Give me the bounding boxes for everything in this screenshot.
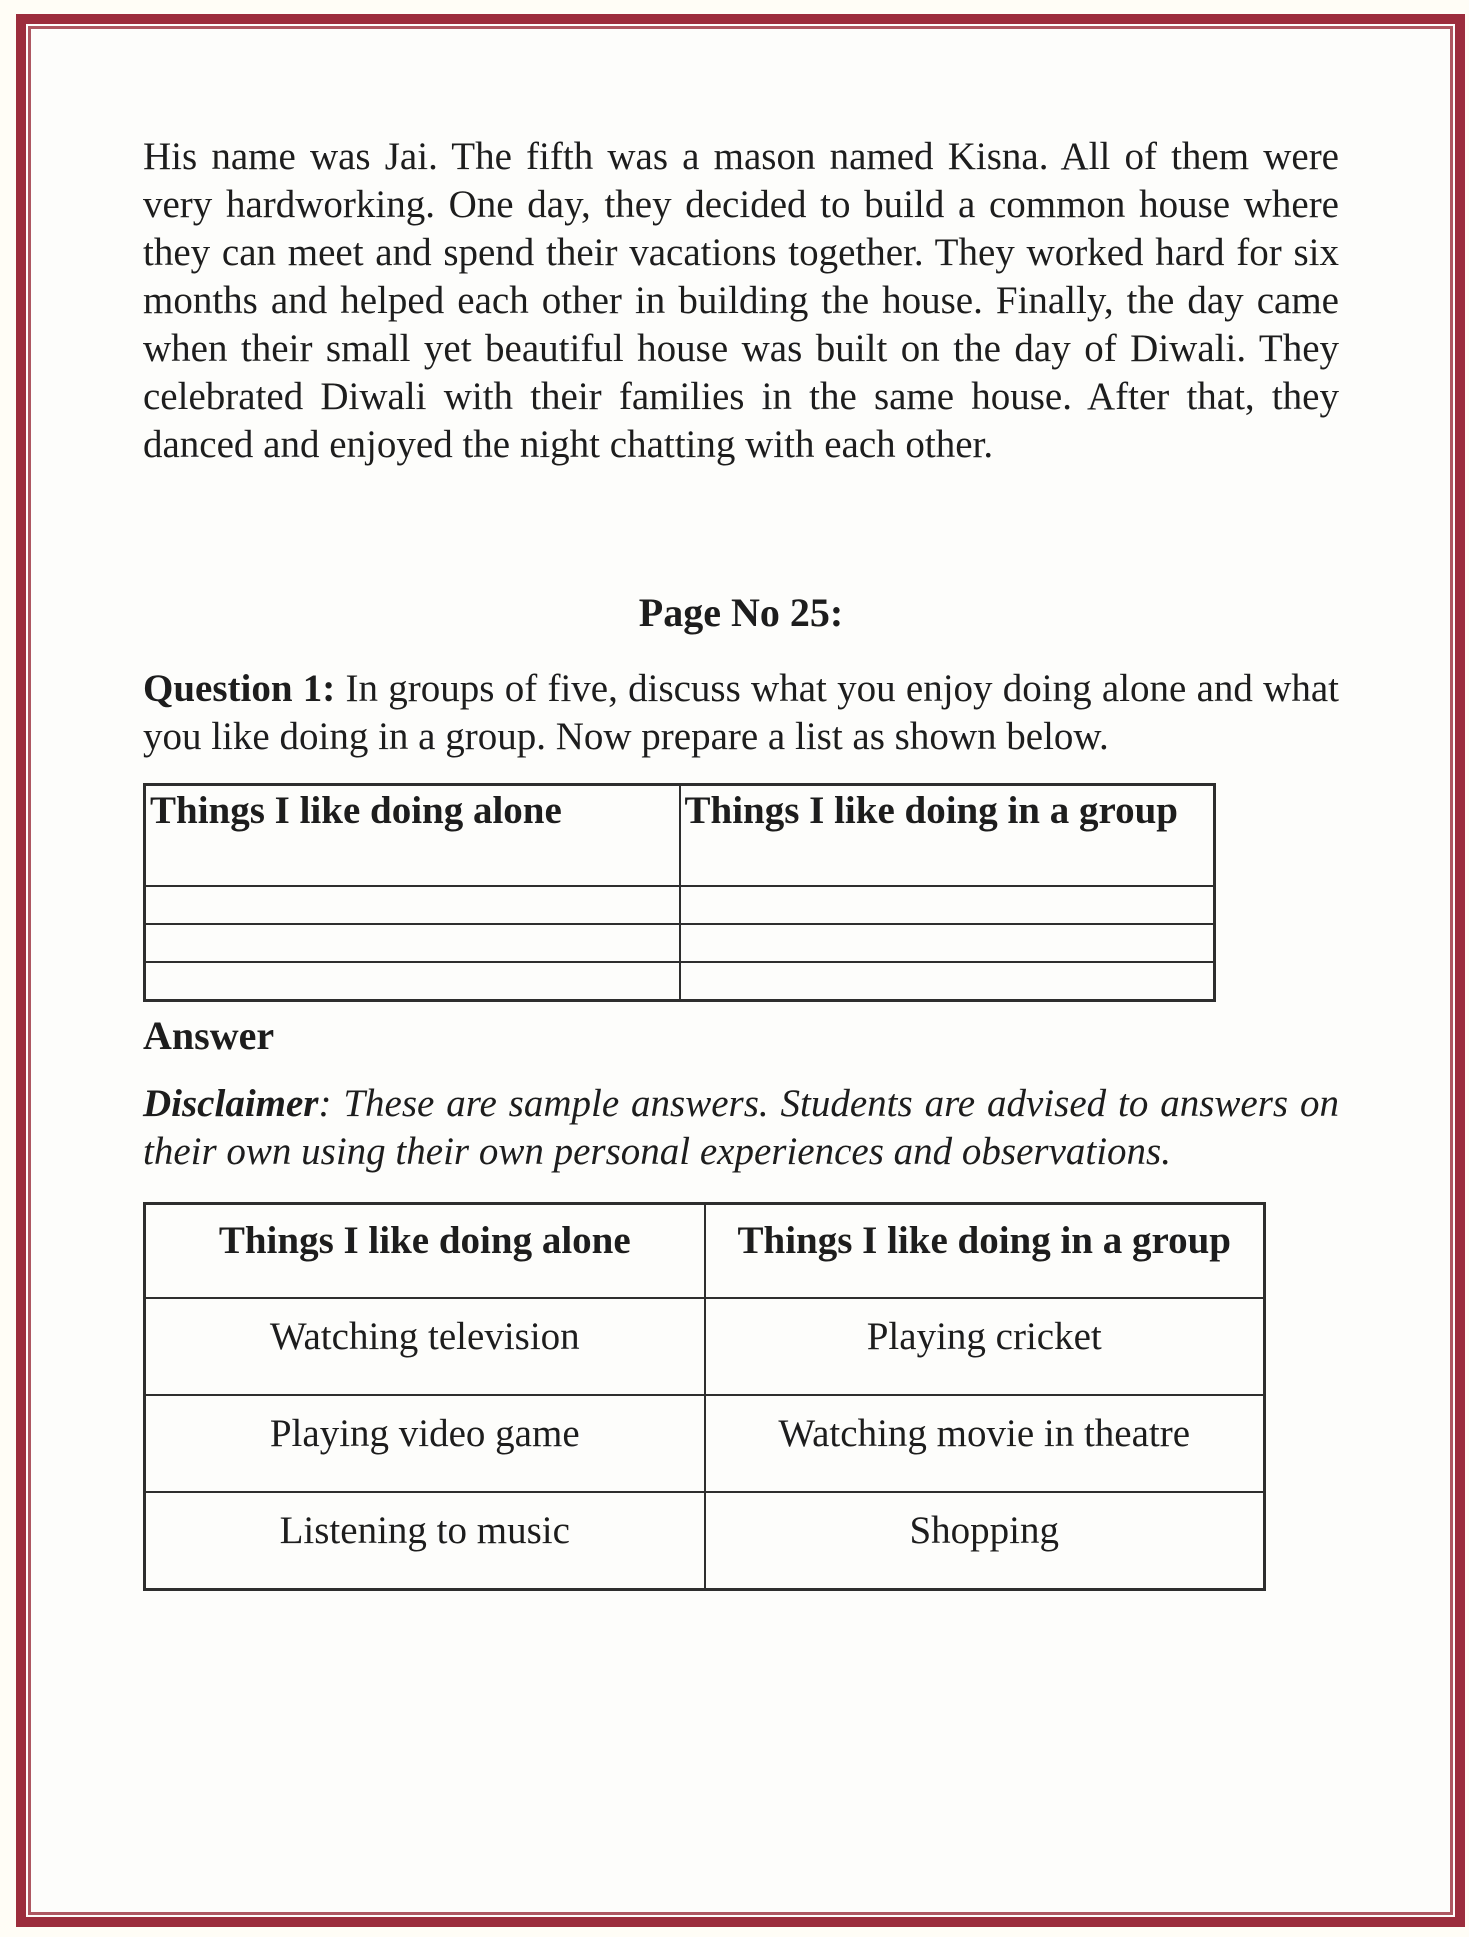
- answer-table-cell: Shopping: [705, 1492, 1265, 1590]
- answer-table: [143, 1202, 1266, 1591]
- answer-table-cell: Playing cricket: [705, 1298, 1265, 1395]
- blank-table-cell: [145, 886, 680, 924]
- answer-table-cell: Playing video game: [145, 1395, 705, 1492]
- page-border-outer: [16, 14, 1465, 1927]
- page-border-inner: [28, 26, 1453, 1915]
- page-heading: Page No 25:: [638, 590, 844, 635]
- blank-table-row: [145, 886, 1215, 924]
- answer-table-cell: Listening to music: [145, 1492, 705, 1590]
- blank-table-body: [145, 886, 1215, 1001]
- blank-table: [143, 783, 1216, 1002]
- disclaimer-paragraph: [143, 1080, 1339, 1176]
- page-content: [31, 29, 1450, 1912]
- question-paragraph: [143, 665, 1339, 761]
- answer-table-cell: Watching movie in theatre: [705, 1395, 1265, 1492]
- blank-table-header-row: [145, 785, 1215, 887]
- answer-heading: Answer: [143, 1013, 275, 1058]
- blank-table-cell: [680, 924, 1215, 962]
- intro-paragraph: His name was Jai. The fifth was a mason named Kisna. All of them were very hardworking. One day, they decided to build a common house where they can meet and spend their vacations together. They worked hard for six months and helped each other in building the house. Finally, the day came when their small yet beautiful house was built on the day of Diwali. They celebrated Diwali with their families in the same house. After that, they danced and enjoyed the night chatting with each other.: [143, 135, 1339, 466]
- disclaimer-text: : These are sample answers. Students are advised to answers on their own using their own personal experiences and observations.: [143, 1082, 1339, 1173]
- answer-table-cell: Watching television: [145, 1298, 705, 1395]
- answer-table-header-row: [145, 1204, 1265, 1299]
- blank-table-header-group: Things I like doing in a group: [680, 785, 1215, 887]
- blank-table-cell: [680, 886, 1215, 924]
- blank-table-row: [145, 962, 1215, 1001]
- question-text: In groups of five, discuss what you enjoy doing alone and what you like doing in a group. Now prepare a list as shown below.: [143, 667, 1339, 758]
- answer-table-body: [145, 1298, 1265, 1590]
- answer-table-header-alone: Things I like doing alone: [145, 1204, 705, 1299]
- blank-table-cell: [145, 962, 680, 1001]
- answer-table-row: [145, 1395, 1265, 1492]
- blank-table-header-alone: Things I like doing alone: [145, 785, 680, 887]
- answer-table-row: [145, 1492, 1265, 1590]
- disclaimer-label: Disclaimer: [143, 1082, 319, 1125]
- answer-table-header-group: Things I like doing in a group: [705, 1204, 1265, 1299]
- answer-table-row: [145, 1298, 1265, 1395]
- question-label: Question 1:: [143, 667, 336, 710]
- blank-table-cell: [680, 962, 1215, 1001]
- blank-table-cell: [145, 924, 680, 962]
- blank-table-row: [145, 924, 1215, 962]
